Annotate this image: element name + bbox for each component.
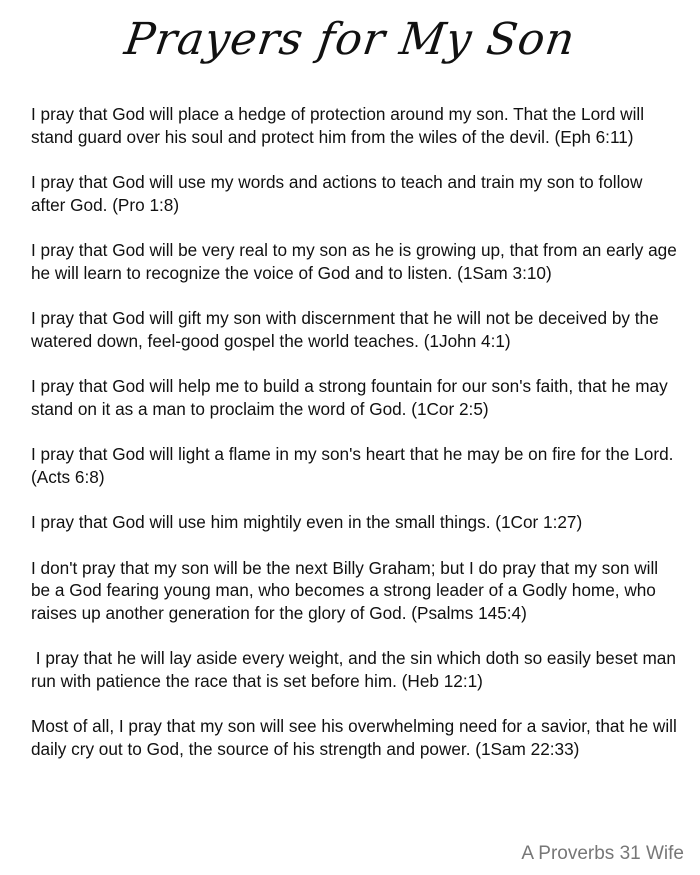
prayer-paragraph: Most of all, I pray that my son will see his overwhelming need for a savior, that he will daily cry out to God, the source of his strength and power. (1Sam 22:33): [31, 716, 682, 759]
prayer-paragraph: I pray that he will lay aside every weight, and the sin which doth so easily beset man run with patience the race that is set before him. (Heb 12:1): [31, 648, 681, 691]
prayer-paragraph: I pray that God will light a flame in my son's heart that he may be on fire for the Lord. (Acts 6:8): [31, 444, 679, 487]
prayer-paragraph: I pray that God will be very real to my son as he is growing up, that from an early age he will learn to recognize the voice of God and to listen. (1Sam 3:10): [31, 240, 682, 283]
prayer-list: [31, 103, 681, 783]
prayer-paragraph: I pray that God will use him mightily even in the small things. (1Cor 1:27): [31, 512, 583, 532]
prayer-paragraph: I don't pray that my son will be the next Billy Graham; but I do pray that my son will be a God fearing young man, who becomes a strong leader of a Godly home, who raises up another generation for the glory of God. (Psalms 145:4): [31, 557, 663, 623]
prayer-paragraph: I pray that God will place a hedge of protection around my son. That the Lord will stand guard over his soul and protect him from the wiles of the devil. (Eph 6:11): [31, 104, 649, 147]
source-credit: A Proverbs 31 Wife: [521, 843, 684, 864]
prayer-paragraph: I pray that God will help me to build a strong fountain for our son's faith, that he may stand on it as a man to proclaim the word of God. (1Cor 2:5): [31, 376, 673, 419]
page-title: Prayers for My Son: [121, 14, 579, 65]
prayer-paragraph: I pray that God will use my words and actions to teach and train my son to follow after God. (Pro 1:8): [31, 172, 648, 215]
prayer-paragraph: I pray that God will gift my son with discernment that he will not be deceived by the watered down, feel-good gospel the world teaches. (1John 4:1): [31, 308, 664, 351]
